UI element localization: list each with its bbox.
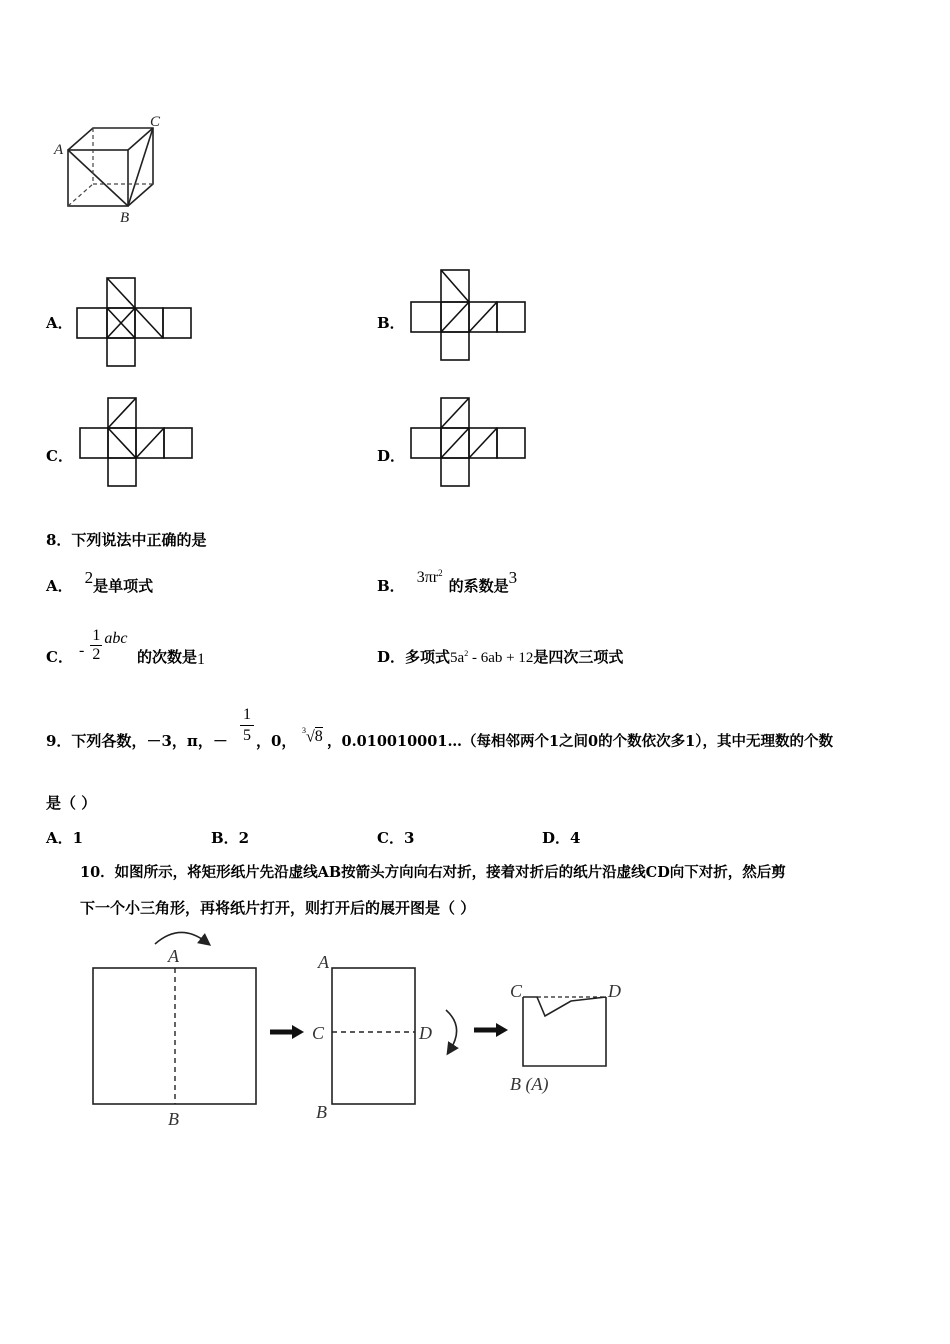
q8-b-exp: 2	[438, 568, 443, 578]
q8-d-math1: 5a	[450, 650, 465, 666]
q8-c-tail	[137, 646, 205, 667]
q8-b-math: 3πr	[416, 569, 439, 586]
q8-a-label: A．	[46, 577, 73, 595]
q9-frac-den: 5	[243, 727, 251, 744]
fig-label-a2: A	[318, 952, 329, 972]
cube-label-b: B	[120, 210, 130, 226]
fold-figure	[80, 922, 640, 1134]
q7-option-a-label: A．	[46, 314, 73, 332]
q10-line1: 10．如图所示，将矩形纸片先沿虚线AB按箭头方向向右对折，接着对折后的纸片沿虚线CD向下对折，然后剪	[80, 864, 786, 881]
fig-label-d3: D	[608, 981, 621, 1001]
q8-b-label: B．	[377, 577, 405, 595]
fig-label-b1: B	[168, 1109, 179, 1129]
q9-cube-root: $^3$√8	[302, 726, 323, 746]
q8-stem: 8．下列说法中正确的是	[46, 531, 207, 549]
q8-d-pre: 多项式	[405, 648, 451, 666]
q7-option-b-label: B．	[377, 314, 405, 332]
q8-option-b	[377, 568, 518, 596]
q9-root-val: 8	[314, 728, 323, 746]
q9-line2: 是（ ）	[46, 794, 97, 812]
q8-b-val: 3	[508, 568, 518, 587]
q9-option-b: B．2	[211, 829, 250, 847]
fig-label-d2: D	[419, 1023, 432, 1043]
q8-c-var: abc	[104, 630, 128, 648]
q8-d-exp: 2	[464, 649, 469, 658]
q7-option-d-label: D．	[377, 447, 406, 465]
q8-option-d	[377, 646, 623, 667]
q7-option-c-label: C．	[46, 447, 73, 465]
q8-d-math2: - 6ab + 12	[468, 650, 534, 666]
q8-c-minus: -	[79, 642, 85, 660]
cube-figure	[48, 112, 178, 230]
q10-line2: 下一个小三角形，再将纸片打开，则打开后的展开图是（ ）	[80, 899, 476, 917]
fig-label-a1: A	[168, 946, 179, 966]
q8-c-expression	[79, 627, 127, 664]
q9-stem-start: 9．下列各数，－3，π，－	[46, 732, 228, 750]
q8-c-val: 1	[197, 651, 206, 668]
q8-a-text: 是单项式	[93, 577, 154, 595]
q8-c-label: C．	[46, 648, 73, 666]
fig-label-c2: C	[312, 1023, 325, 1043]
q8-c-text: 的次数是	[137, 648, 198, 666]
q8-option-c	[46, 646, 73, 667]
fig-label-c3: C	[510, 981, 523, 1001]
q9-option-d: D．4	[542, 829, 581, 847]
q8-c-frac-den: 2	[92, 646, 101, 663]
fig-label-b2: B	[316, 1102, 327, 1122]
q9-stem-end: ，0.010010001…（每相邻两个1之间0的个数依次多1），其中无理数的个数	[327, 733, 833, 750]
q8-d-text: 是四次三项式	[533, 648, 624, 666]
q9-option-a: A．1	[46, 829, 84, 847]
q8-a-math: 2	[84, 568, 94, 587]
net-option-d	[408, 396, 532, 490]
q9-root-index: 3	[302, 726, 306, 735]
fig-label-ba: B (A)	[510, 1074, 549, 1094]
q9-frac-num: 1	[240, 705, 254, 726]
net-option-b	[408, 268, 530, 364]
net-option-a	[74, 276, 194, 368]
q8-b-text: 的系数是	[448, 577, 509, 595]
q8-option-a	[46, 568, 154, 596]
cube-label-a: A	[54, 142, 64, 158]
q9-after-frac: ，0，	[256, 732, 297, 750]
q8-d-label: D．	[377, 648, 406, 666]
q9-fraction	[240, 705, 254, 746]
q8-c-frac-num: 1	[92, 627, 101, 644]
q9-option-c: C．3	[377, 829, 415, 847]
net-option-c	[77, 396, 197, 490]
cube-label-c: C	[150, 114, 161, 130]
